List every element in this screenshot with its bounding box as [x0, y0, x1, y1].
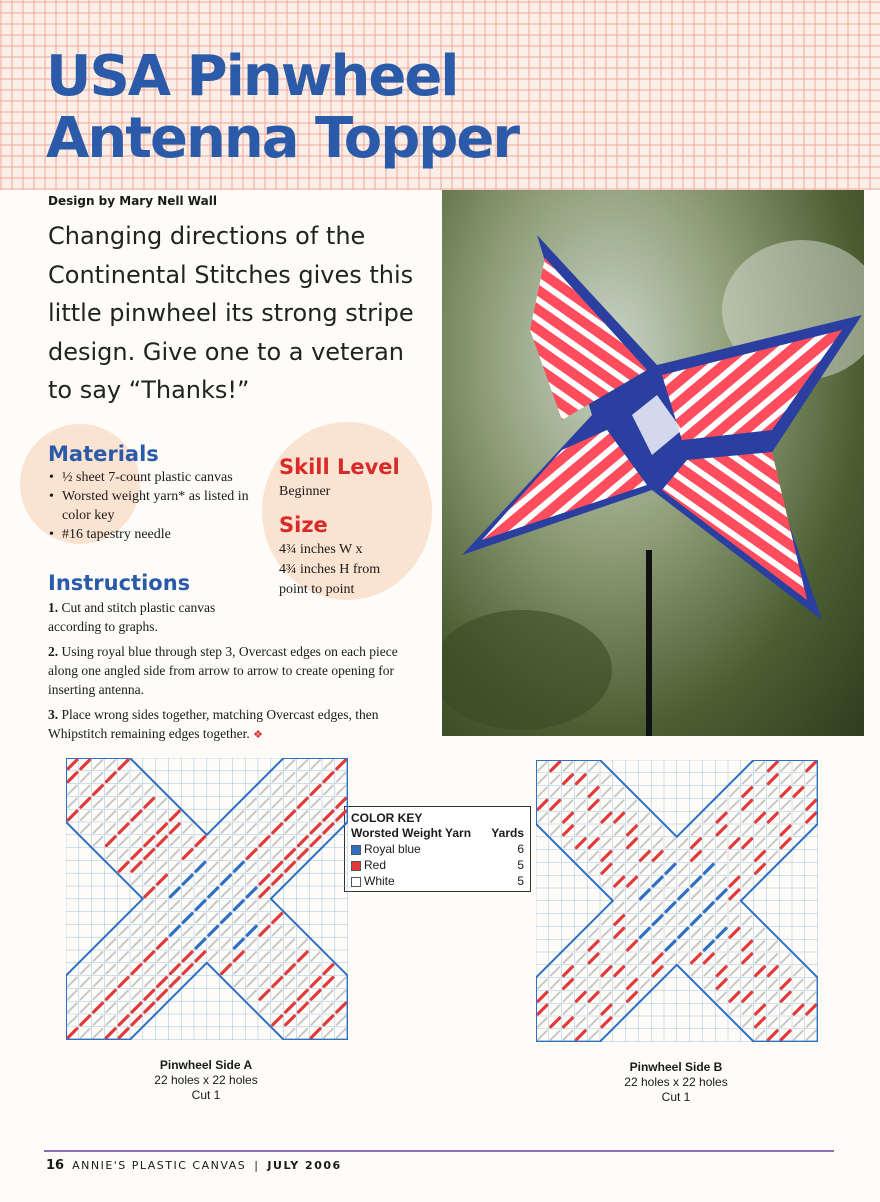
byline: Design by Mary Nell Wall	[48, 194, 217, 208]
step-number: 1.	[48, 600, 59, 615]
color-yards: 6	[517, 842, 524, 856]
step-text: Using royal blue through step 3, Overcast edges on each piece along one angled side from arrow to arrow to create opening for inserting antenna.	[48, 644, 398, 697]
royal-blue-swatch-icon	[351, 845, 361, 855]
graph-a-title: Pinwheel Side A	[159, 1058, 253, 1072]
graph-b-cut: Cut 1	[661, 1090, 691, 1104]
skill-level-heading: Skill Level	[279, 455, 400, 479]
end-mark-icon: ❖	[253, 729, 263, 741]
pinwheel-side-b-graph	[536, 760, 818, 1042]
color-name: White	[364, 874, 395, 888]
materials-item: • Worsted weight yarn* as listed in color key	[48, 487, 258, 525]
red-swatch-icon	[351, 861, 361, 871]
instruction-step-1	[48, 598, 248, 636]
materials-list	[48, 468, 258, 544]
page-number: 16	[46, 1158, 65, 1173]
size-heading: Size	[279, 513, 328, 537]
step-number: 2.	[48, 644, 59, 659]
color-yards: 5	[517, 874, 524, 888]
color-key-title: COLOR KEY	[351, 811, 423, 825]
color-key-subtitle: Worsted Weight Yarn	[351, 826, 472, 840]
pinwheel-photo	[442, 190, 864, 736]
step-text: Place wrong sides together, matching Overcast edges, then Whipstitch remaining edges together.	[48, 707, 379, 741]
page-footer	[46, 1158, 342, 1173]
graph-a-cut: Cut 1	[191, 1088, 221, 1102]
intro-text: Changing directions of the Continental Stitches gives this little pinwheel its strong stripe design. Give one to a veteran to say “Thanks!”	[48, 222, 414, 404]
color-yards: 5	[517, 858, 524, 872]
pinwheel-side-a-graph	[66, 758, 348, 1040]
graph-b-caption	[596, 1060, 756, 1105]
materials-item: • #16 tapestry needle	[48, 525, 258, 544]
size-line-1: 4¾ inches W x	[279, 542, 363, 557]
step-text: Cut and stitch plastic canvas according to graphs.	[48, 600, 216, 634]
color-name: Royal blue	[364, 842, 421, 856]
issue-date: JULY 2006	[267, 1159, 342, 1172]
color-key-row	[351, 874, 524, 889]
instruction-step-3	[48, 705, 420, 745]
color-key-row	[351, 842, 524, 857]
materials-item: • ½ sheet 7-count plastic canvas	[48, 468, 258, 487]
color-key-row	[351, 858, 524, 873]
footer-separator: |	[254, 1159, 260, 1172]
color-name: Red	[364, 858, 387, 872]
white-swatch-icon	[351, 877, 361, 887]
title-line-1: USA Pinwheel	[46, 44, 458, 109]
size-line-2: 4¾ inches H from	[279, 562, 381, 577]
skill-level-value: Beginner	[279, 484, 331, 499]
page-title	[46, 46, 518, 170]
color-key-yards-label: Yards	[491, 826, 524, 840]
instructions-steps	[48, 598, 420, 751]
color-key	[344, 806, 531, 892]
materials-heading: Materials	[48, 442, 159, 466]
graph-a-caption	[126, 1058, 286, 1103]
size-line-3: point to point	[279, 582, 355, 597]
step-number: 3.	[48, 707, 59, 722]
title-line-2: Antenna Topper	[46, 106, 518, 171]
graph-b-holes: 22 holes x 22 holes	[624, 1075, 728, 1089]
instructions-heading: Instructions	[48, 571, 191, 595]
magazine-name: ANNIE'S PLASTIC CANVAS	[72, 1159, 247, 1172]
graph-b-title: Pinwheel Side B	[629, 1060, 723, 1074]
graph-a-holes: 22 holes x 22 holes	[154, 1073, 258, 1087]
instruction-step-2	[48, 642, 420, 699]
footer-rule	[44, 1150, 834, 1152]
